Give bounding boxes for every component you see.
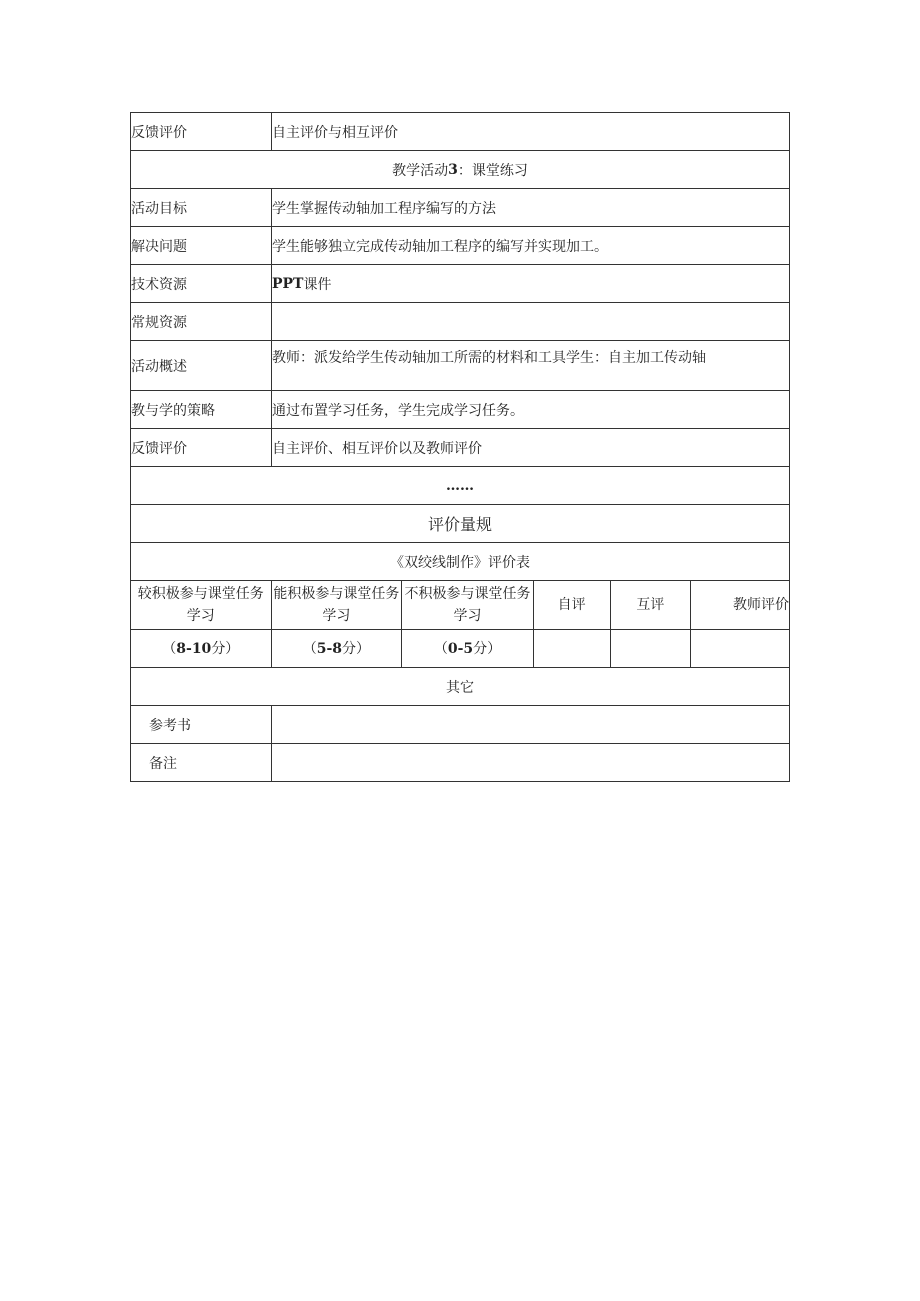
notes-row (131, 744, 789, 781)
header-cell: 教师评价 (733, 597, 789, 613)
score-cell: （ 8-10 分） (131, 630, 272, 667)
header-cell: 不积极参与课堂任务学习 (402, 581, 534, 629)
score-cell: （ 5-8 分） (272, 630, 403, 667)
activity-3-title (131, 151, 789, 188)
row-label: 解决问题 (131, 227, 272, 264)
activity-title-suffix: ：课堂练习 (457, 162, 528, 179)
score-range: 8-10 (176, 640, 212, 657)
activity-3-title-row (131, 151, 789, 189)
other-title-row (131, 668, 789, 706)
feedback-row (131, 113, 789, 151)
other-section (130, 667, 790, 782)
row-value (272, 303, 789, 340)
row-label: 活动目标 (131, 189, 272, 226)
header-cell: 互评 (611, 581, 692, 629)
activity-overview-row (131, 341, 789, 391)
row-value: 自主评价、相互评价以及教师评价 (272, 440, 482, 457)
row-label: 反馈评价 (131, 113, 272, 150)
header-cell: 自评 (534, 581, 611, 629)
ellipsis-row (131, 467, 789, 505)
strategy-row (131, 391, 789, 429)
row-value: 自主评价与相互评价 (272, 124, 398, 141)
activity-goal-row (131, 189, 789, 227)
activity-title-prefix: 教学活动 (392, 162, 449, 179)
self-score-cell (534, 630, 611, 667)
rubric-title-row (131, 505, 789, 543)
header-cell: 能积极参与课堂任务学习 (272, 581, 403, 629)
row-label: 活动概述 (131, 341, 272, 390)
lesson-plan-table (130, 112, 790, 782)
tech-resource-row (131, 265, 789, 303)
score-range: 5-8 (316, 640, 343, 657)
regular-resource-row (131, 303, 789, 341)
row-label: 备注 (131, 744, 272, 781)
row-value (272, 706, 789, 743)
row-value (272, 265, 789, 302)
reference-row (131, 706, 789, 744)
header-cell: 较积极参与课堂任务学习 (131, 581, 272, 629)
rubric-table-title-row (131, 543, 789, 581)
row-label: 参考书 (131, 706, 272, 743)
row-label: 常规资源 (131, 303, 272, 340)
score-range: 0-5 (447, 640, 474, 657)
problem-row (131, 227, 789, 265)
peer-score-cell (611, 630, 692, 667)
rubric-table-title: 《双绞线制作》评价表 (390, 554, 530, 571)
other-title: 其它 (446, 679, 474, 696)
table-frame (130, 112, 790, 667)
row-label: 技术资源 (131, 265, 272, 302)
ellipsis: …… (446, 477, 474, 494)
teacher-score-cell (691, 630, 789, 667)
row-value: 通过布置学习任务，学生完成学习任务。 (272, 402, 524, 419)
courseware-text: 课件 (303, 276, 332, 293)
row-value: 学生能够独立完成传动轴加工程序的编写并实现加工。 (272, 238, 608, 255)
row-value: 学生掌握传动轴加工程序编写的方法 (272, 200, 496, 217)
rubric-score-row (131, 630, 789, 667)
rubric-header-row (131, 581, 789, 630)
row-value: 教师：派发给学生传动轴加工所需的材料和工具学生：自主加工传动轴 (272, 350, 706, 366)
row-label: 教与学的策略 (131, 391, 272, 428)
ppt-text: PPT (272, 275, 304, 292)
feedback-row-2 (131, 429, 789, 467)
rubric-title: 评价量规 (427, 515, 492, 534)
row-value (272, 744, 789, 781)
row-label: 反馈评价 (131, 429, 272, 466)
score-cell: （ 0-5 分） (402, 630, 534, 667)
activity-number: 3 (448, 161, 458, 178)
